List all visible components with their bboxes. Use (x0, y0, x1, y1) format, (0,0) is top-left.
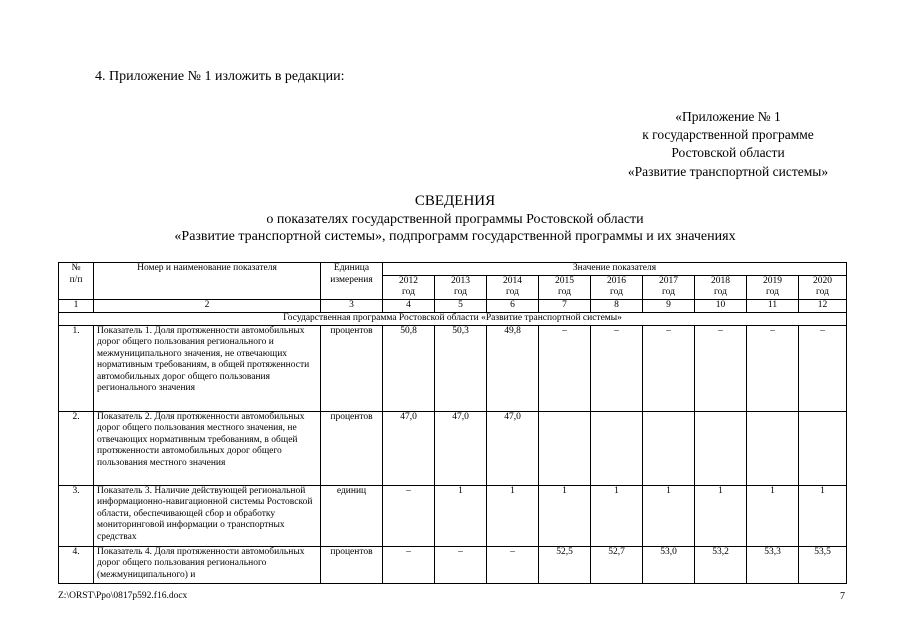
row-value: – (799, 325, 847, 411)
year-header: 2017 год (643, 275, 695, 299)
footer-page-number: 7 (840, 591, 845, 602)
column-number: 9 (643, 299, 695, 312)
year-header: 2020 год (799, 275, 847, 299)
row-value: 1 (799, 485, 847, 546)
row-unit: процентов (321, 325, 383, 411)
row-value: 1 (643, 485, 695, 546)
row-value: – (747, 325, 799, 411)
row-name: Показатель 3. Наличие действующей региональной информационно-навигационной системы Ростовской области, обеспечивающей сбор и обработку мониторинговой информации о транспортных средствах (94, 485, 321, 546)
footer-file-path: Z:\ORST\Ppo\0817p592.f16.docx (58, 591, 188, 601)
table-row (59, 485, 847, 546)
row-value: 53,5 (799, 546, 847, 583)
header-row (59, 263, 847, 276)
row-value (799, 411, 847, 485)
row-value: 47,0 (435, 411, 487, 485)
row-num: 1. (59, 325, 94, 411)
row-value: – (435, 546, 487, 583)
heading-line: «Развитие транспортной системы», подпрограмм государственной программы и их значениях (174, 229, 736, 244)
row-value: 47,0 (383, 411, 435, 485)
section-title: Государственная программа Ростовской области «Развитие транспортной системы» (59, 312, 847, 325)
row-value: 52,7 (591, 546, 643, 583)
indicators-table (58, 262, 847, 584)
row-name: Показатель 2. Доля протяженности автомобильных дорог общего пользования местного значения, не отвечающих нормативным требованиям, в общей протяженности автомобильных дорог общего пользования местного значения (94, 411, 321, 485)
row-value (539, 411, 591, 485)
column-number: 2 (94, 299, 321, 312)
year-header: 2014 год (487, 275, 539, 299)
row-value: – (539, 325, 591, 411)
appendix-line: «Приложение № 1 (675, 109, 781, 124)
row-value: 1 (539, 485, 591, 546)
row-value: 50,8 (383, 325, 435, 411)
column-number: 11 (747, 299, 799, 312)
intro-line: 4. Приложение № 1 изложить в редакции: (95, 69, 345, 84)
column-number: 6 (487, 299, 539, 312)
row-num: 4. (59, 546, 94, 583)
row-value: 1 (435, 485, 487, 546)
year-header: 2015 год (539, 275, 591, 299)
table-row (59, 411, 847, 485)
row-name: Показатель 4. Доля протяженности автомобильных дорог общего пользования регионального (межмуниципального) и (94, 546, 321, 583)
row-value: – (643, 325, 695, 411)
row-value: – (383, 485, 435, 546)
column-number-row (59, 299, 847, 312)
column-number: 3 (321, 299, 383, 312)
column-number: 1 (59, 299, 94, 312)
heading-title: СВЕДЕНИЯ (414, 193, 496, 209)
appendix-stamp (560, 108, 896, 181)
heading-line: о показателях государственной программы Ростовской области (266, 211, 644, 227)
header-num: № п/п (59, 263, 94, 300)
appendix-line: к государственной программе (642, 127, 814, 143)
row-value (591, 411, 643, 485)
column-number: 5 (435, 299, 487, 312)
row-value: 50,3 (435, 325, 487, 411)
row-name: Показатель 1. Доля протяженности автомобильных дорог общего пользования регионального и межмуниципального значения, не отвечающих нормативным требованиям, в общей протяженности автомобильных дорог общего пользования регионального значения (94, 325, 321, 411)
header-values: Значение показателя (383, 263, 847, 276)
section-row (59, 312, 847, 325)
row-value: 49,8 (487, 325, 539, 411)
header-unit: Единица измерения (321, 263, 383, 300)
column-number: 7 (539, 299, 591, 312)
row-value (695, 411, 747, 485)
column-number: 4 (383, 299, 435, 312)
year-header: 2012 год (383, 275, 435, 299)
row-value: 1 (747, 485, 799, 546)
column-number: 12 (799, 299, 847, 312)
year-header: 2018 год (695, 275, 747, 299)
column-number: 8 (591, 299, 643, 312)
table-row (59, 546, 847, 583)
document-heading (60, 193, 850, 246)
row-value (747, 411, 799, 485)
year-header: 2016 год (591, 275, 643, 299)
column-number: 10 (695, 299, 747, 312)
row-value: 53,3 (747, 546, 799, 583)
row-value: 53,2 (695, 546, 747, 583)
year-header: 2019 год (747, 275, 799, 299)
header-name: Номер и наименование показателя (94, 263, 321, 300)
year-header: 2013 год (435, 275, 487, 299)
row-value: 1 (487, 485, 539, 546)
row-num: 3. (59, 485, 94, 546)
row-value: 52,5 (539, 546, 591, 583)
row-value: – (695, 325, 747, 411)
row-value: 53,0 (643, 546, 695, 583)
row-value: – (487, 546, 539, 583)
row-value: 47,0 (487, 411, 539, 485)
row-value: 1 (695, 485, 747, 546)
row-unit: процентов (321, 546, 383, 583)
row-value: 1 (591, 485, 643, 546)
row-unit: процентов (321, 411, 383, 485)
row-value: – (383, 546, 435, 583)
row-unit: единиц (321, 485, 383, 546)
table-row (59, 325, 847, 411)
appendix-line: Ростовской области (671, 145, 785, 161)
row-value (643, 411, 695, 485)
appendix-line: «Развитие транспортной системы» (627, 163, 829, 179)
row-num: 2. (59, 411, 94, 485)
row-value: – (591, 325, 643, 411)
